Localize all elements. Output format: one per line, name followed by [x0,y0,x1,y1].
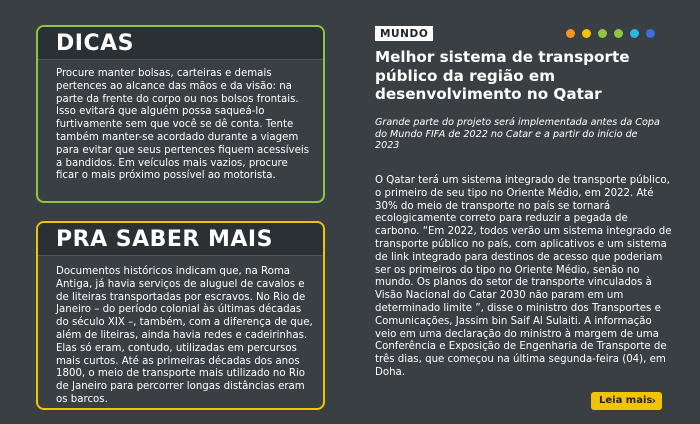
dicas-body: Procure manter bolsas, carteiras e demais pertences ao alcance das mãos e da visão: na parte da frente do corpo ou nos bolsos frontais. Isso evitará que alguém possa saqueá-lo furtivamente sem que você se dê conta. Tente também manter-se acordado durante a viagem para evitar que seus pertences fiquem acessíveis a bandidos. Em veículos mais vazios, procure ficar o mais próximo possível ao motorista. [56,68,309,182]
dot-orange [566,29,575,38]
dot-yellow [582,29,591,38]
article-paragraph: O Qatar terá um sistema integrado de transporte público, o primeiro de seu tipo no Oriente Médio, em 2022. Até 30% do meio de transporte no país se tornará ecologicamente correto para reduzir a pegada de carbono. “Em 2022, todos verão um sistema integrado de transporte público no país, com aplicativos e um sistema de link integrado para destinos de acesso que poderiam ser os primeiros do tipo no Oriente Médio, senão no mundo. Os planos do setor de transporte vinculados à Visão Nacional do Catar 2030 não param em um determinado limite ”, disse o ministro dos Transportes e Comunicações, Jassim bin Saif Al Sulaiti. A informação veio em uma declaração do ministro à margem de uma Conferência e Exposição de Engenharia de Transporte de três dias, que começou na última segunda-feira (04), em Doha. [375,175,672,378]
pra-saber-mais-body: Documentos históricos indicam que, na Roma Antiga, já havia serviços de aluguel de cavalos e de liteiras transportadas por escravos. No Rio de Janeiro – do período colonial às últimas décadas do século XIX –, também, com a diferença de que, além de liteiras, ainda havia redes e cadeirinhas. Elas só eram, contudo, utilizadas em percursos mais curtos. Até as primeiras décadas dos anos 1800, o meio de transporte mais utilizado no Rio de Janeiro para percorrer longas distâncias eram os barcos. [56,266,313,405]
section-tag: MUNDO [375,26,433,41]
article-subtitle: Grande parte do projeto será implementada antes da Copa do Mundo FIFA de 2022 no Catar e a partir do início de 2023 [375,117,660,152]
chevron-right-icon: › [651,394,656,407]
pra-saber-mais-header [38,223,323,256]
dot-green-2 [614,29,623,38]
dicas-header [38,27,323,60]
dot-light-blue [630,29,639,38]
article-body [375,175,675,380]
read-more-button[interactable] [591,392,662,410]
article-headline: Melhor sistema de transporte público da região em desenvolvimento no Qatar [375,48,630,103]
pra-saber-mais-card [36,221,325,410]
read-more-label: Leia mais [599,395,653,406]
dicas-card [36,25,325,203]
dicas-title: DICAS [56,31,134,56]
pra-saber-mais-title: PRA SABER MAIS [56,227,273,252]
dot-blue [646,29,655,38]
dot-green [598,29,607,38]
